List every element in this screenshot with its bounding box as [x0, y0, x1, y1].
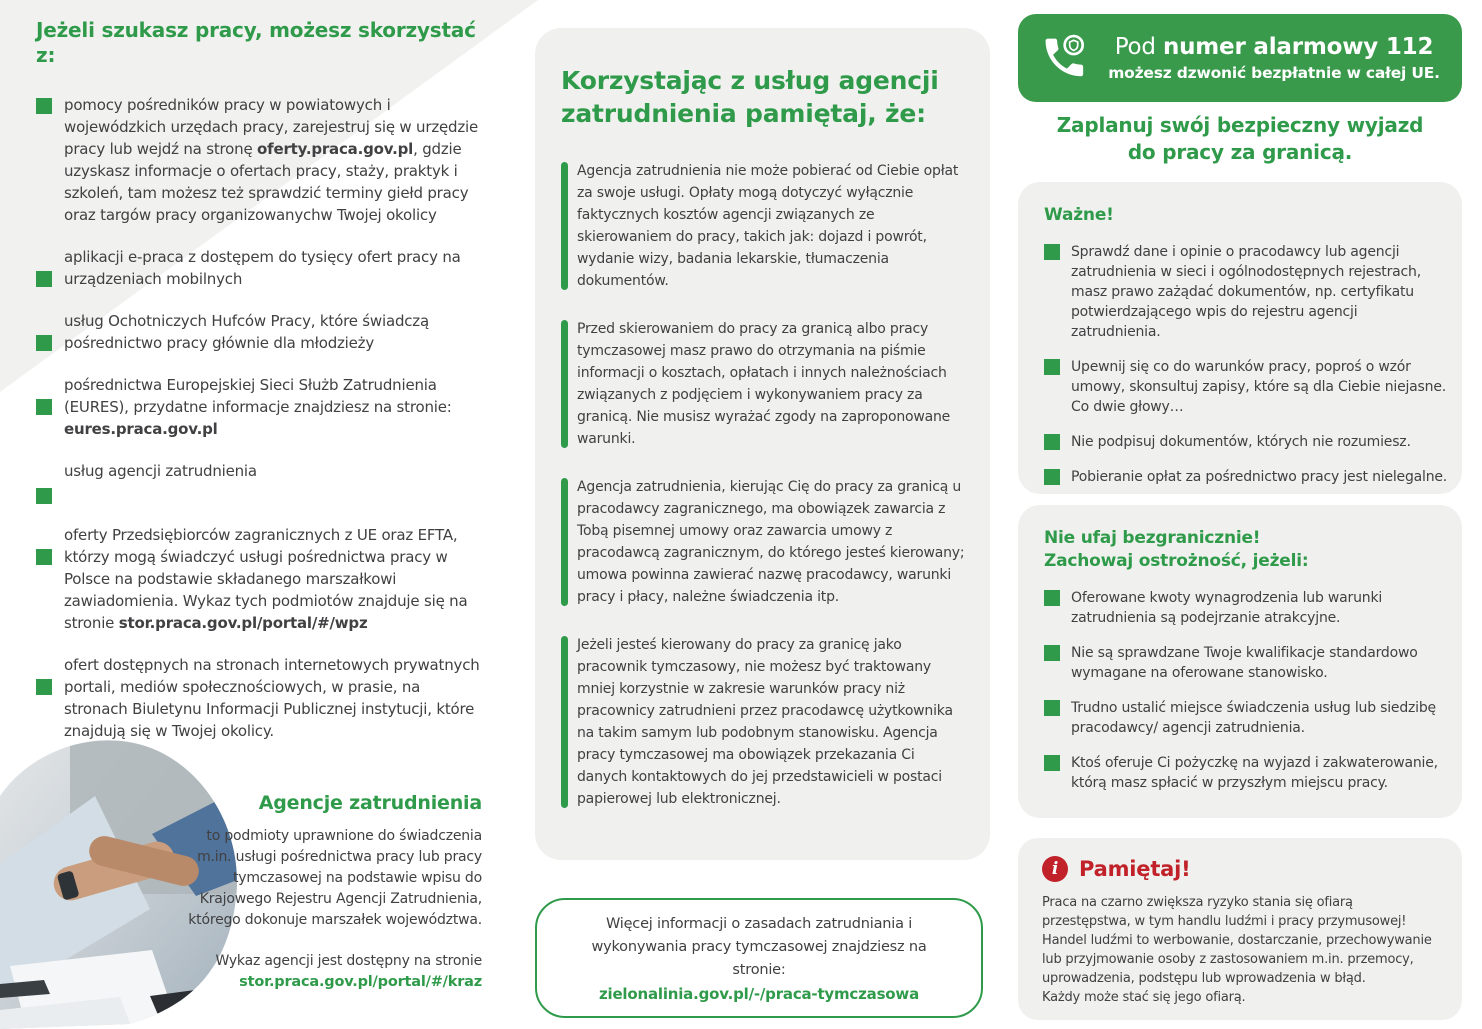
important-item: Sprawdź dane i opinie o pracodawcy lub agencji zatrudnienia w sieci i ogólnodostępnych rejestrach, masz prawo zażądać dokumentów, np. certyfikatu potwierdzającego wpis do rejestru agencji zatrudnienia.: [1071, 244, 1421, 340]
agency-heading: Agencje zatrudnienia: [258, 792, 482, 814]
caution-title-line2: Zachowaj ostrożność, jeżeli:: [1044, 551, 1309, 571]
caution-item: Ktoś oferuje Ci pożyczkę na wyjazd i zakwaterowanie, którą masz spłacić w przyszłym miejscu pracy.: [1071, 755, 1438, 791]
bullet-square-icon: [1044, 434, 1060, 450]
job-options-list: [36, 94, 488, 742]
bullet-square-icon: [36, 98, 52, 114]
bullet-square-icon: [1044, 700, 1060, 716]
link-stor-wpz[interactable]: stor.praca.gov.pl/portal/#/wpz: [118, 614, 368, 632]
link-stor-kraz[interactable]: stor.praca.gov.pl/portal/#/kraz: [239, 974, 482, 990]
remember-header: [1042, 856, 1438, 882]
bullet-square-icon: [1044, 469, 1060, 485]
list-item: [36, 94, 488, 226]
remember-body-text: Praca na czarno zwiększa ryzyko stania się ofiarą przestępstwa, w tym handlu ludźmi i pracy przymusowej! Handel ludźmi to werbowanie, dostarczanie, przechowywanie lub przyjmowanie osoby z zastosowaniem m.in. przemocy, uprowadzenia, podstępu lub wprowadzenia w błąd.: [1042, 895, 1432, 986]
bullet-square-icon: [36, 488, 52, 504]
list-item-text: [64, 374, 488, 440]
list-item-text: [64, 94, 488, 226]
list-item-text: [64, 310, 488, 354]
caution-box: [1018, 505, 1462, 818]
phone-shield-icon: [1036, 31, 1090, 85]
remember-box: [1018, 838, 1462, 1020]
caution-item: Nie są sprawdzane Twoje kwalifikacje standardowo wymagane na oferowane stanowisko.: [1071, 645, 1418, 681]
emergency-banner: [1018, 14, 1462, 102]
bullet-square-icon: [1044, 244, 1060, 260]
bullet-square-icon: [1044, 590, 1060, 606]
more-info-text: Więcej informacji o zasadach zatrudniania i wykonywania pracy tymczasowej znajdziesz na stronie:: [591, 916, 927, 978]
item-text: pomocy pośredników pracy w powiatowych i wojewódzkich urzędach pracy, zarejestruj się w urzędzie pracy lub wejdź na stronę: [64, 96, 479, 158]
list-item: [1044, 467, 1448, 487]
bullet-square-icon: [36, 271, 52, 287]
rule-paragraph: Agencja zatrudnienia nie może pobierać od Ciebie opłat za swoje usługi. Opłaty mogą dotyczyć wyłącznie faktycznych kosztów agencji związanych ze skierowaniem do pracy, takich jak: dojazd i powrót, wydanie wizy, badania lekarskie, tłumaczenia dokumentów.: [577, 160, 968, 292]
remember-title: Pamiętaj!: [1079, 857, 1191, 881]
remember-body: [1042, 893, 1438, 1007]
list-item: [1044, 432, 1448, 452]
bullet-square-icon: [36, 399, 52, 415]
list-item-text: [64, 654, 488, 742]
list-item: [1044, 753, 1448, 793]
info-circle-icon: i: [1042, 856, 1068, 882]
item-text: ofert dostępnych na stronach internetowych prywatnych portali, mediów społecznościowych, w prasie, na stronach Biuletynu Informacji Publicznej instytucji, które znajdują się w Twojej okolicy.: [64, 656, 480, 740]
plan-heading-wrap: [1018, 112, 1462, 166]
banner-line1-pre: Pod: [1114, 33, 1163, 60]
banner-line2: możesz dzwonić bezpłatnie w całej UE.: [1108, 64, 1440, 83]
link-zielonalinia[interactable]: zielonalinia.gov.pl/-/praca-tymczasowa: [598, 985, 919, 1003]
bullet-square-icon: [1044, 645, 1060, 661]
important-item: Upewnij się co do warunków pracy, poproś o wzór umowy, skonsultuj zapisy, które są dla Ciebie niejasne. Co dwie głowy…: [1071, 359, 1446, 415]
important-item: Pobieranie opłat za pośrednictwo pracy jest nielegalne.: [1071, 469, 1448, 485]
banner-text: [1104, 34, 1444, 83]
middle-card: [535, 28, 990, 860]
important-box: [1018, 182, 1462, 494]
caution-title-line1: Nie ufaj bezgranicznie!: [1044, 528, 1261, 548]
left-column: [36, 18, 488, 762]
item-text: usług agencji zatrudnienia: [64, 462, 257, 480]
rule-paragraph: Agencja zatrudnienia, kierując Cię do pracy za granicą u pracodawcy zagranicznego, ma obowiązek zawarcia z Tobą pisemnej umowy oraz zawarcia umowy z pracodawcą zagranicznym, do którego jesteś kierowany; umowa powinna zawierać nazwę pracodawcy, warunki pracy i płacy, należne świadczenia itp.: [577, 476, 968, 608]
list-item: [36, 246, 488, 290]
rule-paragraph: Jeżeli jesteś kierowany do pracy za granicę jako pracownik tymczasowy, nie możesz być traktowany mniej korzystnie w zakresie warunków pracy niż pracownicy zatrudnieni przez pracodawcę użytkownika na takim samym lub podobnym stanowisku. Agencja pracy tymczasowej ma obowiązek przekazania Ci danych kontaktowych do jej przedstawicieli w postaci papierowej lub elektronicznej.: [577, 634, 968, 810]
list-item: [1044, 357, 1448, 417]
bullet-square-icon: [36, 679, 52, 695]
bullet-square-icon: [36, 549, 52, 565]
link-eures-praca[interactable]: eures.praca.gov.pl: [64, 420, 218, 438]
list-item: [36, 654, 488, 742]
agency-block: [178, 792, 482, 990]
bullet-square-icon: [1044, 359, 1060, 375]
caution-item: Trudno ustalić miejsce świadczenia usług lub siedzibę pracodawcy/ agencji zatrudnienia.: [1071, 700, 1436, 736]
list-item: [1044, 698, 1448, 738]
remember-body-last: Każdy może stać się jego ofiarą.: [1042, 990, 1246, 1005]
bullet-square-icon: [36, 335, 52, 351]
item-text: , gdzie uzyskasz informacje o ofertach pracy, staży, praktyk i szkoleń, tam możesz też sprawdzić terminy giełd pracy oraz targów pracy organizowanychw Twojej okolicy: [64, 140, 469, 224]
list-item: [36, 310, 488, 354]
important-title: Ważne!: [1044, 205, 1114, 225]
item-text: aplikacji e-praca z dostępem do tysięcy ofert pracy na urządzeniach mobilnych: [64, 248, 461, 288]
agency-note: Wykaz agencji jest dostępny na stronie: [215, 953, 482, 969]
more-info-box: [535, 898, 983, 1018]
list-item-text: [64, 460, 257, 504]
link-oferty-praca[interactable]: oferty.praca.gov.pl: [257, 140, 414, 158]
rule-paragraph: Przed skierowaniem do pracy za granicą albo pracy tymczasowej masz prawo do otrzymania na piśmie informacji o kosztach, opłatach i innych należnościach związanych z podjęciem i wykonywaniem pracy za granicą. Nie musisz wyrażać zgody na zaproponowane warunki.: [577, 318, 968, 450]
middle-heading: Korzystając z usług agencji zatrudnienia pamiętaj, że:: [561, 66, 939, 128]
plan-heading: Zaplanuj swój bezpieczny wyjazd do pracy za granicą.: [1056, 113, 1424, 164]
list-item-text: [64, 246, 488, 290]
bullet-square-icon: [1044, 755, 1060, 771]
left-heading: Jeżeli szukasz pracy, możesz skorzystać z:: [36, 18, 476, 67]
list-item: [1044, 588, 1448, 628]
list-item-text: [64, 524, 488, 634]
important-item: Nie podpisuj dokumentów, których nie rozumiesz.: [1071, 434, 1411, 450]
caution-title: [1044, 527, 1448, 573]
agency-body: to podmioty uprawnione do świadczenia m.in. usługi pośrednictwa pracy lub pracy tymczasowej na podstawie wpisu do Krajowego Rejestru Agencji Zatrudnienia, którego dokonuje marszałek województwa.: [188, 828, 482, 928]
list-item: [36, 524, 488, 634]
list-item: [1044, 643, 1448, 683]
list-item: [36, 374, 488, 440]
banner-line1-bold: numer alarmowy 112: [1162, 33, 1434, 60]
item-text: oferty Przedsiębiorców zagranicznych z UE oraz EFTA, którzy mogą świadczyć usługi pośrednictwa pracy w Polsce na podstawie składanego marszałkowi zawiadomienia. Wykaz tych podmiotów znajduje się na stronie: [64, 526, 468, 632]
caution-item: Oferowane kwoty wynagrodzenia lub warunki zatrudnienia są podejrzanie atrakcyjne.: [1071, 590, 1383, 626]
list-item: [36, 460, 488, 504]
item-text: pośrednictwa Europejskiej Sieci Służb Zatrudnienia (EURES), przydatne informacje znajdziesz na stronie:: [64, 376, 452, 416]
banner-line1: [1104, 34, 1444, 62]
list-item: [1044, 242, 1448, 342]
item-text: usług Ochotniczych Hufców Pracy, które świadczą pośrednictwo pracy głównie dla młodzieży: [64, 312, 429, 352]
